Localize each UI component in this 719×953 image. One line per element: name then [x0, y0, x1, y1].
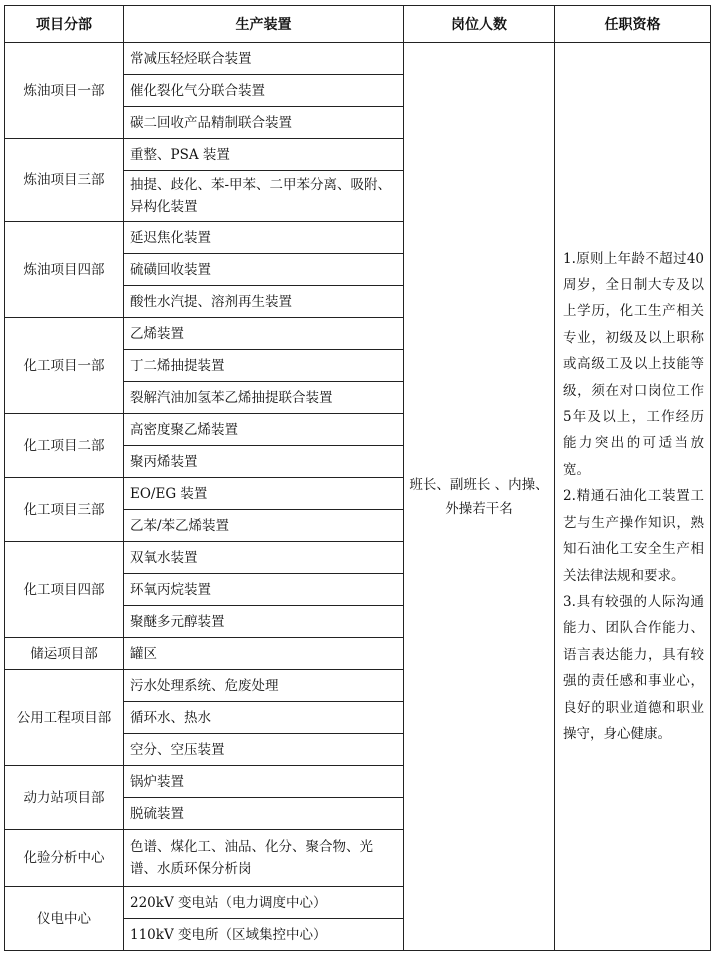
device-cell: 罐区 — [124, 638, 404, 670]
device-cell: 色谱、煤化工、油品、化分、聚合物、光谱、水质环保分析岗 — [124, 830, 404, 887]
header-row — [5, 6, 711, 43]
dept-cell: 化工项目三部 — [5, 478, 124, 542]
header-dept: 项目分部 — [5, 6, 124, 43]
device-cell: 空分、空压装置 — [124, 734, 404, 766]
dept-cell: 仪电中心 — [5, 887, 124, 951]
device-cell: 抽提、歧化、苯-甲苯、二甲苯分离、吸附、异构化装置 — [124, 171, 404, 222]
qualification-item: 1.原则上年龄不超过40周岁，全日制大专及以上学历，化工生产相关专业，初级及以上职称或高级工及以上技能等级，须在对口岗位工作5年及以上，工作经历能力突出的可适当放宽。 — [563, 250, 704, 478]
table-row — [5, 43, 711, 75]
device-cell: 丁二烯抽提装置 — [124, 350, 404, 382]
dept-cell: 化验分析中心 — [5, 830, 124, 887]
table-body — [5, 43, 711, 951]
recruitment-table — [4, 5, 711, 951]
dept-cell: 炼油项目一部 — [5, 43, 124, 139]
device-cell: 锅炉装置 — [124, 766, 404, 798]
positions-cell: 班长、副班长 、内操、外操若干名 — [404, 43, 555, 951]
device-cell: 常减压轻烃联合装置 — [124, 43, 404, 75]
dept-cell: 炼油项目三部 — [5, 139, 124, 222]
device-cell: 碳二回收产品精制联合装置 — [124, 107, 404, 139]
qualifications-cell — [555, 43, 711, 951]
device-cell: 延迟焦化装置 — [124, 222, 404, 254]
device-cell: 酸性水汽提、溶剂再生装置 — [124, 286, 404, 318]
dept-cell: 炼油项目四部 — [5, 222, 124, 318]
dept-cell: 公用工程项目部 — [5, 670, 124, 766]
dept-cell: 化工项目四部 — [5, 542, 124, 638]
device-cell: 110kV 变电所（区域集控中心） — [124, 919, 404, 951]
device-cell: 环氧丙烷装置 — [124, 574, 404, 606]
device-cell: 重整、PSA 装置 — [124, 139, 404, 171]
qualification-item: 2.精通石油化工装置工艺与生产操作知识，熟知石油化工安全生产相关法律法规和要求。 — [563, 488, 704, 584]
device-cell: 双氧水装置 — [124, 542, 404, 574]
device-cell: 硫磺回收装置 — [124, 254, 404, 286]
device-cell: 循环水、热水 — [124, 702, 404, 734]
header-device: 生产装置 — [124, 6, 404, 43]
device-cell: 乙苯/苯乙烯装置 — [124, 510, 404, 542]
dept-cell: 化工项目一部 — [5, 318, 124, 414]
device-cell: 污水处理系统、危废处理 — [124, 670, 404, 702]
header-qualification: 任职资格 — [555, 6, 711, 43]
header-count: 岗位人数 — [404, 6, 555, 43]
dept-cell: 储运项目部 — [5, 638, 124, 670]
device-cell: 催化裂化气分联合装置 — [124, 75, 404, 107]
device-cell: 裂解汽油加氢苯乙烯抽提联合装置 — [124, 382, 404, 414]
device-cell: 聚醚多元醇装置 — [124, 606, 404, 638]
device-cell: 脱硫装置 — [124, 798, 404, 830]
dept-cell: 动力站项目部 — [5, 766, 124, 830]
device-cell: 高密度聚乙烯装置 — [124, 414, 404, 446]
qualification-item: 3.具有较强的人际沟通能力、团队合作能力、语言表达能力，具有较强的责任感和事业心，良好的职业道德和职业操守，身心健康。 — [563, 593, 704, 742]
device-cell: 乙烯装置 — [124, 318, 404, 350]
device-cell: 聚丙烯装置 — [124, 446, 404, 478]
dept-cell: 化工项目二部 — [5, 414, 124, 478]
device-cell: EO/EG 装置 — [124, 478, 404, 510]
device-cell: 220kV 变电站（电力调度中心） — [124, 887, 404, 919]
